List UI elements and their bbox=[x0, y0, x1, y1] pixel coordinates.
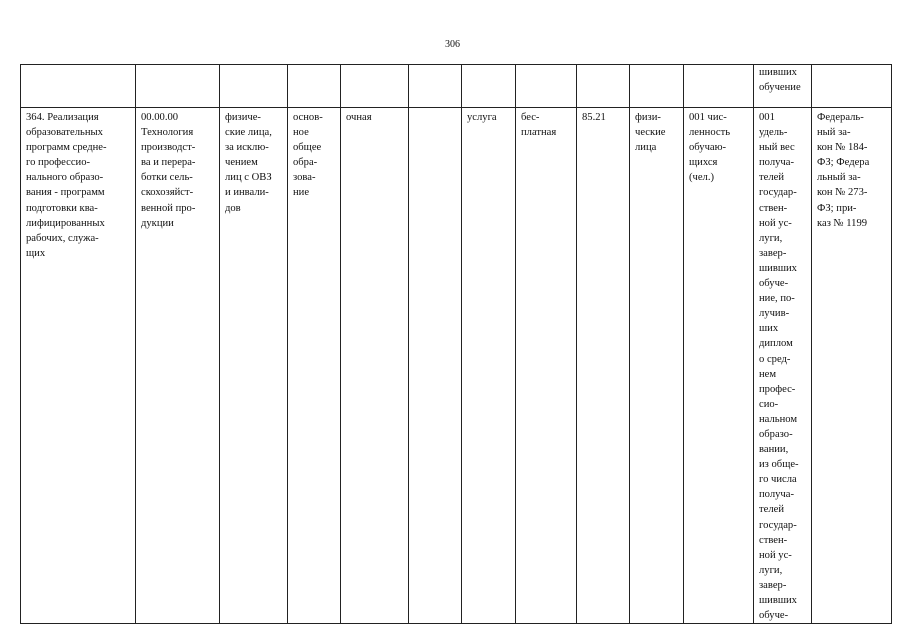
cell-legal-basis: Федераль- ный за- кон № 184- ФЗ; Федера льный за- кон № 273- ФЗ; при- каз № 1199 bbox=[812, 108, 892, 624]
cell-consumer-category: физиче- ские лица, за исклю- чением лиц с ОВЗ и инвали- дов bbox=[220, 108, 288, 624]
cell-quality-indicator: 001 удель- ный вес получа- телей государ- ствен- ной ус- луги, завер- шивших обуче- ние, по- лучив- ших диплом о сред- нем профес- сио- нальном образо- вании, из обще- го числа получа- телей государ- ствен- ной ус- луги, завер- шивших обуче- bbox=[754, 108, 812, 624]
cell-empty bbox=[630, 65, 684, 108]
cell-service-name: 364. Реализация образовательных программ средне- го профессио- нального образо- вания - программ подготовки ква- лифицированных рабочих, служа- щих bbox=[21, 108, 136, 624]
cell-study-form: очная bbox=[341, 108, 409, 624]
table-row-continuation bbox=[21, 65, 892, 108]
cell-empty bbox=[462, 65, 516, 108]
cell-blank bbox=[409, 108, 462, 624]
cell-empty bbox=[684, 65, 754, 108]
cell-empty bbox=[288, 65, 341, 108]
cell-empty bbox=[409, 65, 462, 108]
page-number: 306 bbox=[445, 39, 460, 50]
services-table bbox=[20, 64, 892, 624]
cell-volume-indicator: 001 чис- ленность обучаю- щихся (чел.) bbox=[684, 108, 754, 624]
cell-indicator-continuation: шивших обучение bbox=[754, 65, 812, 108]
cell-empty bbox=[136, 65, 220, 108]
cell-okved: 85.21 bbox=[577, 108, 630, 624]
cell-payment: бес- платная bbox=[516, 108, 577, 624]
cell-program-code: 00.00.00 Технология производст- ва и перера- ботки сель- скохозяйст- венной про- дукции bbox=[136, 108, 220, 624]
cell-type: услуга bbox=[462, 108, 516, 624]
cell-empty bbox=[577, 65, 630, 108]
cell-education-level: основ- ное общее обра- зова- ние bbox=[288, 108, 341, 624]
cell-empty bbox=[812, 65, 892, 108]
cell-empty bbox=[516, 65, 577, 108]
cell-empty bbox=[341, 65, 409, 108]
cell-consumers: физи- ческие лица bbox=[630, 108, 684, 624]
cell-empty bbox=[220, 65, 288, 108]
cell-empty bbox=[21, 65, 136, 108]
table-row bbox=[21, 108, 892, 624]
